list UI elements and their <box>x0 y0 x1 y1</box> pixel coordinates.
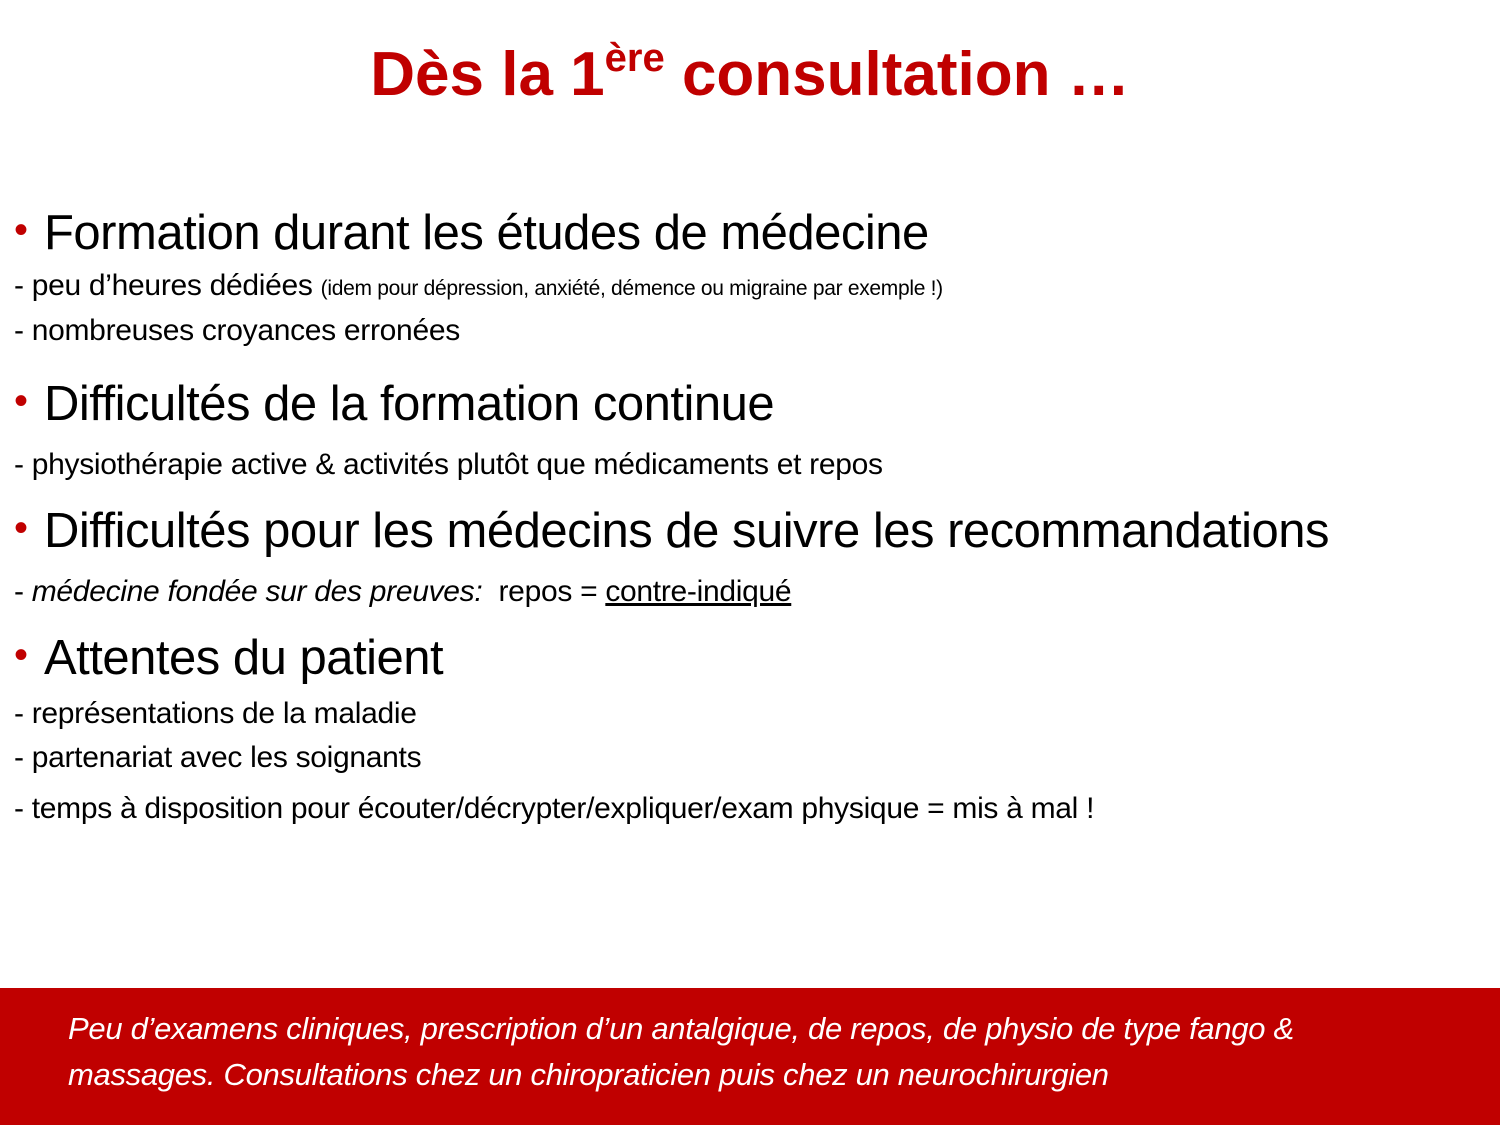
sub-item-text: - nombreuses croyances erronées <box>14 314 460 347</box>
bullet-heading-formation-continue <box>14 371 774 434</box>
sub-item-croyances <box>14 311 460 351</box>
title-main: Dès la 1 <box>370 40 605 109</box>
sub-item-temps <box>14 789 1094 829</box>
title-rest: consultation … <box>664 40 1130 109</box>
sub-item-representations <box>14 694 417 734</box>
bullet-dot-icon: • <box>14 633 28 677</box>
sub-item-text: - temps à disposition pour écouter/décrypter/expliquer/exam physique = mis à mal ! <box>14 792 1095 825</box>
sub-item-preuves <box>14 572 791 612</box>
bullet-heading-text: Attentes du patient <box>44 631 444 685</box>
sub-item-text: - représentations de la maladie <box>14 697 417 730</box>
sub-item-text: - peu d’heures dédiées <box>14 269 321 302</box>
sub-item-physiotherapie <box>14 445 883 485</box>
bullet-dot-icon: • <box>14 379 28 423</box>
sub-item-partenariat <box>14 738 421 778</box>
bullet-heading-text: Difficultés de la formation continue <box>44 377 775 431</box>
slide-title <box>0 30 1500 120</box>
bullet-heading-attentes <box>14 625 443 688</box>
bullet-dot-icon: • <box>14 506 28 550</box>
footer-line-1: Peu d’examens cliniques, prescription d’un antalgique, de repos, de physio de type fango & <box>68 1011 1294 1046</box>
bullet-heading-recommandations <box>14 498 1329 561</box>
sub-item-text: - physiothérapie active & activités plutôt que médicaments et repos <box>14 448 883 481</box>
bullet-dot-icon: • <box>14 208 28 252</box>
sub-item-italic: médecine fondée sur des preuves: <box>31 575 483 608</box>
sub-item-heures <box>14 266 943 309</box>
sub-item-text: - partenariat avec les soignants <box>14 741 422 774</box>
sub-item-middle: repos = <box>482 575 606 608</box>
bullet-heading-text: Difficultés pour les médecins de suivre les recommandations <box>44 504 1330 558</box>
footer-text <box>68 1006 1468 1098</box>
sub-item-small-note: (idem pour dépression, anxiété, démence ou migraine par exemple !) <box>320 277 943 300</box>
bullet-heading-formation <box>14 200 929 263</box>
footer-line-2: massages. Consultations chez un chiropraticien puis chez un neurochirurgien <box>68 1057 1109 1092</box>
sub-item-prefix: - <box>14 575 32 608</box>
sub-item-underlined: contre-indiqué <box>605 575 792 608</box>
footer-banner <box>0 988 1500 1125</box>
bullet-heading-text: Formation durant les études de médecine <box>44 206 929 260</box>
title-superscript: ère <box>604 36 665 80</box>
